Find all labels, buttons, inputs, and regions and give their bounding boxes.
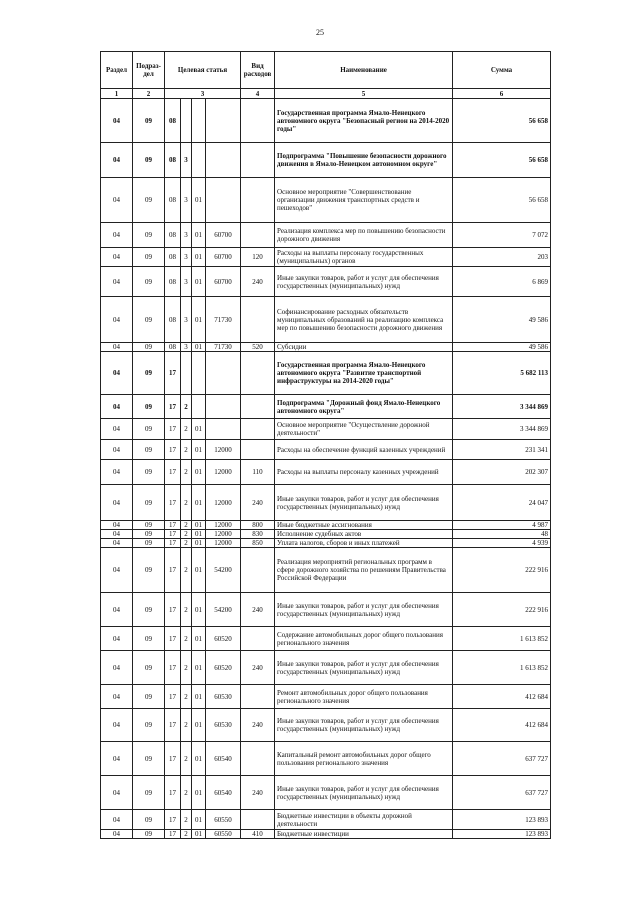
sum-cell: 222 916 bbox=[453, 548, 551, 593]
razdel-cell: 04 bbox=[101, 521, 133, 530]
direction-code-cell: 71730 bbox=[206, 297, 241, 343]
razdel-cell: 04 bbox=[101, 776, 133, 810]
podrazdel-cell: 09 bbox=[133, 593, 165, 627]
subprogram-code-cell: 2 bbox=[181, 539, 192, 548]
subprogram-code-cell: 2 bbox=[181, 440, 192, 460]
index-cell: 3 bbox=[165, 89, 241, 99]
program-code-cell: 17 bbox=[165, 352, 181, 395]
name-cell: Иные закупки товаров, работ и услуг для обеспечения государственных (муниципальных) нужд bbox=[275, 776, 453, 810]
razdel-cell: 04 bbox=[101, 297, 133, 343]
name-cell: Содержание автомобильных дорог общего пользования регионального значения bbox=[275, 627, 453, 651]
sum-cell: 3 344 869 bbox=[453, 395, 551, 419]
program-code-cell: 17 bbox=[165, 685, 181, 709]
razdel-cell: 04 bbox=[101, 178, 133, 223]
name-cell: Расходы на обеспечение функций казенных учреждений bbox=[275, 440, 453, 460]
subprogram-code-cell: 2 bbox=[181, 548, 192, 593]
header-name: Наименование bbox=[275, 52, 453, 89]
measure-code-cell: 01 bbox=[192, 223, 206, 248]
direction-code-cell: 60520 bbox=[206, 627, 241, 651]
sum-cell: 6 869 bbox=[453, 267, 551, 297]
name-cell: Основное мероприятие "Осуществление дорожной деятельности" bbox=[275, 419, 453, 440]
measure-code-cell: 01 bbox=[192, 419, 206, 440]
podrazdel-cell: 09 bbox=[133, 297, 165, 343]
measure-code-cell: 01 bbox=[192, 593, 206, 627]
name-cell: Иные закупки товаров, работ и услуг для обеспечения государственных (муниципальных) нужд bbox=[275, 709, 453, 742]
sum-cell: 49 586 bbox=[453, 297, 551, 343]
index-cell: 5 bbox=[275, 89, 453, 99]
sum-cell: 202 307 bbox=[453, 460, 551, 485]
measure-code-cell: 01 bbox=[192, 709, 206, 742]
table-row bbox=[101, 297, 551, 343]
measure-code-cell: 01 bbox=[192, 440, 206, 460]
sum-cell: 3 344 869 bbox=[453, 419, 551, 440]
name-cell: Софинансирование расходных обязательств муниципальных образований на реализацию комплекса мер по повышению безопасности дорожного движения bbox=[275, 297, 453, 343]
subprogram-code-cell: 2 bbox=[181, 651, 192, 685]
measure-code-cell: 01 bbox=[192, 627, 206, 651]
direction-code-cell bbox=[206, 395, 241, 419]
subprogram-code-cell: 3 bbox=[181, 267, 192, 297]
sum-cell: 4 987 bbox=[453, 521, 551, 530]
podrazdel-cell: 09 bbox=[133, 352, 165, 395]
razdel-cell: 04 bbox=[101, 810, 133, 830]
subprogram-code-cell: 3 bbox=[181, 248, 192, 267]
measure-code-cell: 01 bbox=[192, 685, 206, 709]
program-code-cell: 17 bbox=[165, 651, 181, 685]
program-code-cell: 17 bbox=[165, 539, 181, 548]
name-cell: Подпрограмма "Дорожный фонд Ямало-Ненецкого автономного округа" bbox=[275, 395, 453, 419]
measure-code-cell: 01 bbox=[192, 521, 206, 530]
direction-code-cell bbox=[206, 178, 241, 223]
direction-code-cell: 12000 bbox=[206, 485, 241, 521]
podrazdel-cell: 09 bbox=[133, 143, 165, 178]
razdel-cell: 04 bbox=[101, 651, 133, 685]
podrazdel-cell: 09 bbox=[133, 685, 165, 709]
razdel-cell: 04 bbox=[101, 440, 133, 460]
name-cell: Ремонт автомобильных дорог общего пользования регионального значения bbox=[275, 685, 453, 709]
measure-code-cell: 01 bbox=[192, 485, 206, 521]
direction-code-cell bbox=[206, 419, 241, 440]
name-cell: Реализация комплекса мер по повышению безопасности дорожного движения bbox=[275, 223, 453, 248]
direction-code-cell: 12000 bbox=[206, 440, 241, 460]
direction-code-cell: 60540 bbox=[206, 742, 241, 776]
razdel-cell: 04 bbox=[101, 352, 133, 395]
sum-cell: 49 586 bbox=[453, 343, 551, 352]
direction-code-cell: 12000 bbox=[206, 521, 241, 530]
header-row bbox=[101, 52, 551, 89]
index-row bbox=[101, 89, 551, 99]
table-row bbox=[101, 267, 551, 297]
table-row bbox=[101, 99, 551, 143]
podrazdel-cell: 09 bbox=[133, 548, 165, 593]
expense-type-cell: 410 bbox=[241, 830, 275, 839]
subprogram-code-cell: 2 bbox=[181, 521, 192, 530]
sum-cell: 56 658 bbox=[453, 99, 551, 143]
sum-cell: 7 072 bbox=[453, 223, 551, 248]
name-cell: Уплата налогов, сборов и иных платежей bbox=[275, 539, 453, 548]
direction-code-cell: 60530 bbox=[206, 709, 241, 742]
subprogram-code-cell: 3 bbox=[181, 178, 192, 223]
name-cell: Бюджетные инвестиции bbox=[275, 830, 453, 839]
table-body bbox=[101, 99, 551, 839]
podrazdel-cell: 09 bbox=[133, 485, 165, 521]
subprogram-code-cell: 3 bbox=[181, 343, 192, 352]
podrazdel-cell: 09 bbox=[133, 709, 165, 742]
table-row bbox=[101, 593, 551, 627]
table-row bbox=[101, 530, 551, 539]
table-row bbox=[101, 343, 551, 352]
name-cell: Реализация мероприятий региональных программ в сфере дорожного хозяйства по решениям Правительства Российской Федерации bbox=[275, 548, 453, 593]
direction-code-cell: 71730 bbox=[206, 343, 241, 352]
name-cell: Иные закупки товаров, работ и услуг для обеспечения государственных (муниципальных) нужд bbox=[275, 485, 453, 521]
podrazdel-cell: 09 bbox=[133, 539, 165, 548]
measure-code-cell bbox=[192, 395, 206, 419]
table-row bbox=[101, 627, 551, 651]
podrazdel-cell: 09 bbox=[133, 395, 165, 419]
expense-type-cell: 800 bbox=[241, 521, 275, 530]
sum-cell: 24 047 bbox=[453, 485, 551, 521]
program-code-cell: 17 bbox=[165, 548, 181, 593]
direction-code-cell: 12000 bbox=[206, 539, 241, 548]
program-code-cell: 08 bbox=[165, 99, 181, 143]
table-row bbox=[101, 776, 551, 810]
program-code-cell: 17 bbox=[165, 593, 181, 627]
direction-code-cell: 54200 bbox=[206, 548, 241, 593]
program-code-cell: 17 bbox=[165, 440, 181, 460]
subprogram-code-cell: 2 bbox=[181, 709, 192, 742]
direction-code-cell: 60700 bbox=[206, 248, 241, 267]
name-cell: Бюджетные инвестиции в объекты дорожной деятельности bbox=[275, 810, 453, 830]
program-code-cell: 08 bbox=[165, 248, 181, 267]
razdel-cell: 04 bbox=[101, 593, 133, 627]
sum-cell: 56 658 bbox=[453, 178, 551, 223]
razdel-cell: 04 bbox=[101, 530, 133, 539]
direction-code-cell: 60550 bbox=[206, 810, 241, 830]
podrazdel-cell: 09 bbox=[133, 267, 165, 297]
measure-code-cell: 01 bbox=[192, 297, 206, 343]
podrazdel-cell: 09 bbox=[133, 776, 165, 810]
measure-code-cell: 01 bbox=[192, 742, 206, 776]
header-expense-type: Вид расходов bbox=[241, 52, 275, 89]
name-cell: Капитальный ремонт автомобильных дорог общего пользования регионального значения bbox=[275, 742, 453, 776]
direction-code-cell: 60700 bbox=[206, 267, 241, 297]
direction-code-cell: 60520 bbox=[206, 651, 241, 685]
sum-cell: 412 684 bbox=[453, 685, 551, 709]
expense-type-cell: 240 bbox=[241, 709, 275, 742]
table-row bbox=[101, 830, 551, 839]
program-code-cell: 17 bbox=[165, 395, 181, 419]
direction-code-cell bbox=[206, 99, 241, 143]
expense-type-cell: 240 bbox=[241, 485, 275, 521]
program-code-cell: 17 bbox=[165, 460, 181, 485]
table-row bbox=[101, 685, 551, 709]
name-cell: Иные бюджетные ассигнования bbox=[275, 521, 453, 530]
sum-cell: 123 893 bbox=[453, 830, 551, 839]
podrazdel-cell: 09 bbox=[133, 440, 165, 460]
name-cell: Подпрограмма "Повышение безопасности дорожного движения в Ямало-Ненецком автономном округе" bbox=[275, 143, 453, 178]
program-code-cell: 08 bbox=[165, 223, 181, 248]
name-cell: Иные закупки товаров, работ и услуг для обеспечения государственных (муниципальных) нужд bbox=[275, 651, 453, 685]
razdel-cell: 04 bbox=[101, 627, 133, 651]
measure-code-cell: 01 bbox=[192, 460, 206, 485]
program-code-cell: 17 bbox=[165, 419, 181, 440]
measure-code-cell: 01 bbox=[192, 651, 206, 685]
direction-code-cell bbox=[206, 143, 241, 178]
expense-type-cell: 110 bbox=[241, 460, 275, 485]
sum-cell: 231 341 bbox=[453, 440, 551, 460]
expense-type-cell bbox=[241, 548, 275, 593]
podrazdel-cell: 09 bbox=[133, 830, 165, 839]
table-row bbox=[101, 352, 551, 395]
razdel-cell: 04 bbox=[101, 395, 133, 419]
subprogram-code-cell bbox=[181, 99, 192, 143]
subprogram-code-cell: 3 bbox=[181, 143, 192, 178]
program-code-cell: 17 bbox=[165, 830, 181, 839]
name-cell: Субсидии bbox=[275, 343, 453, 352]
program-code-cell: 17 bbox=[165, 530, 181, 539]
expense-type-cell bbox=[241, 810, 275, 830]
razdel-cell: 04 bbox=[101, 485, 133, 521]
expense-type-cell: 850 bbox=[241, 539, 275, 548]
program-code-cell: 08 bbox=[165, 297, 181, 343]
name-cell: Государственная программа Ямало-Ненецкого автономного округа "Развитие транспортной инфраструктуры на 2014-2020 годы" bbox=[275, 352, 453, 395]
podrazdel-cell: 09 bbox=[133, 651, 165, 685]
subprogram-code-cell bbox=[181, 352, 192, 395]
program-code-cell: 17 bbox=[165, 776, 181, 810]
program-code-cell: 17 bbox=[165, 742, 181, 776]
expense-type-cell bbox=[241, 297, 275, 343]
razdel-cell: 04 bbox=[101, 548, 133, 593]
table-row bbox=[101, 539, 551, 548]
podrazdel-cell: 09 bbox=[133, 248, 165, 267]
measure-code-cell: 01 bbox=[192, 530, 206, 539]
subprogram-code-cell: 2 bbox=[181, 395, 192, 419]
program-code-cell: 17 bbox=[165, 810, 181, 830]
program-code-cell: 08 bbox=[165, 178, 181, 223]
podrazdel-cell: 09 bbox=[133, 178, 165, 223]
table-row bbox=[101, 810, 551, 830]
direction-code-cell: 60540 bbox=[206, 776, 241, 810]
measure-code-cell: 01 bbox=[192, 548, 206, 593]
subprogram-code-cell: 2 bbox=[181, 593, 192, 627]
table-row bbox=[101, 223, 551, 248]
index-cell: 1 bbox=[101, 89, 133, 99]
name-cell: Расходы на выплаты персоналу государственных (муниципальных) органов bbox=[275, 248, 453, 267]
sum-cell: 412 684 bbox=[453, 709, 551, 742]
razdel-cell: 04 bbox=[101, 267, 133, 297]
razdel-cell: 04 bbox=[101, 709, 133, 742]
sum-cell: 123 893 bbox=[453, 810, 551, 830]
program-code-cell: 17 bbox=[165, 627, 181, 651]
measure-code-cell: 01 bbox=[192, 178, 206, 223]
table-row bbox=[101, 143, 551, 178]
expense-type-cell bbox=[241, 223, 275, 248]
page-number: 25 bbox=[316, 28, 324, 37]
sum-cell: 48 bbox=[453, 530, 551, 539]
measure-code-cell: 01 bbox=[192, 248, 206, 267]
subprogram-code-cell: 2 bbox=[181, 685, 192, 709]
podrazdel-cell: 09 bbox=[133, 521, 165, 530]
subprogram-code-cell: 3 bbox=[181, 223, 192, 248]
table-row bbox=[101, 742, 551, 776]
name-cell: Иные закупки товаров, работ и услуг для обеспечения государственных (муниципальных) нужд bbox=[275, 593, 453, 627]
expense-type-cell bbox=[241, 352, 275, 395]
razdel-cell: 04 bbox=[101, 143, 133, 178]
razdel-cell: 04 bbox=[101, 460, 133, 485]
podrazdel-cell: 09 bbox=[133, 343, 165, 352]
razdel-cell: 04 bbox=[101, 539, 133, 548]
expense-type-cell: 240 bbox=[241, 267, 275, 297]
podrazdel-cell: 09 bbox=[133, 742, 165, 776]
measure-code-cell: 01 bbox=[192, 810, 206, 830]
header-podrazdel: Подраз-дел bbox=[133, 52, 165, 89]
subprogram-code-cell: 2 bbox=[181, 460, 192, 485]
table-row bbox=[101, 460, 551, 485]
expense-type-cell bbox=[241, 395, 275, 419]
direction-code-cell: 12000 bbox=[206, 530, 241, 539]
name-cell: Государственная программа Ямало-Ненецкого автономного округа "Безопасный регион на 2014-2020 годы" bbox=[275, 99, 453, 143]
measure-code-cell: 01 bbox=[192, 539, 206, 548]
sum-cell: 4 939 bbox=[453, 539, 551, 548]
expense-type-cell bbox=[241, 419, 275, 440]
direction-code-cell bbox=[206, 352, 241, 395]
table-row bbox=[101, 248, 551, 267]
name-cell: Иные закупки товаров, работ и услуг для обеспечения государственных (муниципальных) нужд bbox=[275, 267, 453, 297]
measure-code-cell bbox=[192, 352, 206, 395]
razdel-cell: 04 bbox=[101, 248, 133, 267]
razdel-cell: 04 bbox=[101, 685, 133, 709]
podrazdel-cell: 09 bbox=[133, 223, 165, 248]
table-row bbox=[101, 548, 551, 593]
podrazdel-cell: 09 bbox=[133, 99, 165, 143]
expense-type-cell bbox=[241, 440, 275, 460]
name-cell: Исполнение судебных актов bbox=[275, 530, 453, 539]
subprogram-code-cell: 2 bbox=[181, 627, 192, 651]
direction-code-cell: 60700 bbox=[206, 223, 241, 248]
subprogram-code-cell: 2 bbox=[181, 530, 192, 539]
expense-type-cell bbox=[241, 99, 275, 143]
expense-type-cell: 830 bbox=[241, 530, 275, 539]
razdel-cell: 04 bbox=[101, 419, 133, 440]
sum-cell: 1 613 852 bbox=[453, 627, 551, 651]
sum-cell: 203 bbox=[453, 248, 551, 267]
table-row bbox=[101, 521, 551, 530]
measure-code-cell: 01 bbox=[192, 830, 206, 839]
program-code-cell: 08 bbox=[165, 343, 181, 352]
expense-type-cell: 240 bbox=[241, 593, 275, 627]
sum-cell: 637 727 bbox=[453, 776, 551, 810]
direction-code-cell: 60530 bbox=[206, 685, 241, 709]
name-cell: Расходы на выплаты персоналу казенных учреждений bbox=[275, 460, 453, 485]
razdel-cell: 04 bbox=[101, 742, 133, 776]
program-code-cell: 17 bbox=[165, 485, 181, 521]
subprogram-code-cell: 2 bbox=[181, 810, 192, 830]
table-row bbox=[101, 709, 551, 742]
expense-type-cell bbox=[241, 742, 275, 776]
expense-type-cell bbox=[241, 685, 275, 709]
header-sum: Сумма bbox=[453, 52, 551, 89]
sum-cell: 1 613 852 bbox=[453, 651, 551, 685]
sum-cell: 637 727 bbox=[453, 742, 551, 776]
expense-type-cell: 120 bbox=[241, 248, 275, 267]
table-row bbox=[101, 440, 551, 460]
direction-code-cell: 54200 bbox=[206, 593, 241, 627]
expense-type-cell: 240 bbox=[241, 776, 275, 810]
program-code-cell: 08 bbox=[165, 143, 181, 178]
expense-type-cell bbox=[241, 627, 275, 651]
header-target-article: Целевая статья bbox=[165, 52, 241, 89]
table-row bbox=[101, 178, 551, 223]
expense-type-cell bbox=[241, 143, 275, 178]
sum-cell: 222 916 bbox=[453, 593, 551, 627]
measure-code-cell bbox=[192, 143, 206, 178]
header-razdel: Раздел bbox=[101, 52, 133, 89]
podrazdel-cell: 09 bbox=[133, 419, 165, 440]
podrazdel-cell: 09 bbox=[133, 530, 165, 539]
table-row bbox=[101, 419, 551, 440]
subprogram-code-cell: 2 bbox=[181, 485, 192, 521]
index-cell: 6 bbox=[453, 89, 551, 99]
direction-code-cell: 60550 bbox=[206, 830, 241, 839]
program-code-cell: 08 bbox=[165, 267, 181, 297]
expense-type-cell bbox=[241, 178, 275, 223]
program-code-cell: 17 bbox=[165, 521, 181, 530]
index-cell: 4 bbox=[241, 89, 275, 99]
podrazdel-cell: 09 bbox=[133, 810, 165, 830]
measure-code-cell: 01 bbox=[192, 343, 206, 352]
subprogram-code-cell: 2 bbox=[181, 776, 192, 810]
program-code-cell: 17 bbox=[165, 709, 181, 742]
sum-cell: 5 682 113 bbox=[453, 352, 551, 395]
expense-type-cell: 240 bbox=[241, 651, 275, 685]
measure-code-cell bbox=[192, 99, 206, 143]
table-row bbox=[101, 395, 551, 419]
measure-code-cell: 01 bbox=[192, 267, 206, 297]
sum-cell: 56 658 bbox=[453, 143, 551, 178]
name-cell: Основное мероприятие "Совершенствование организации движения транспортных средств и пешеходов" bbox=[275, 178, 453, 223]
direction-code-cell: 12000 bbox=[206, 460, 241, 485]
subprogram-code-cell: 3 bbox=[181, 297, 192, 343]
subprogram-code-cell: 2 bbox=[181, 830, 192, 839]
razdel-cell: 04 bbox=[101, 223, 133, 248]
table-row bbox=[101, 651, 551, 685]
table-row bbox=[101, 485, 551, 521]
razdel-cell: 04 bbox=[101, 343, 133, 352]
razdel-cell: 04 bbox=[101, 830, 133, 839]
razdel-cell: 04 bbox=[101, 99, 133, 143]
index-cell: 2 bbox=[133, 89, 165, 99]
subprogram-code-cell: 2 bbox=[181, 419, 192, 440]
podrazdel-cell: 09 bbox=[133, 460, 165, 485]
budget-table bbox=[100, 51, 551, 839]
measure-code-cell: 01 bbox=[192, 776, 206, 810]
podrazdel-cell: 09 bbox=[133, 627, 165, 651]
subprogram-code-cell: 2 bbox=[181, 742, 192, 776]
expense-type-cell: 520 bbox=[241, 343, 275, 352]
